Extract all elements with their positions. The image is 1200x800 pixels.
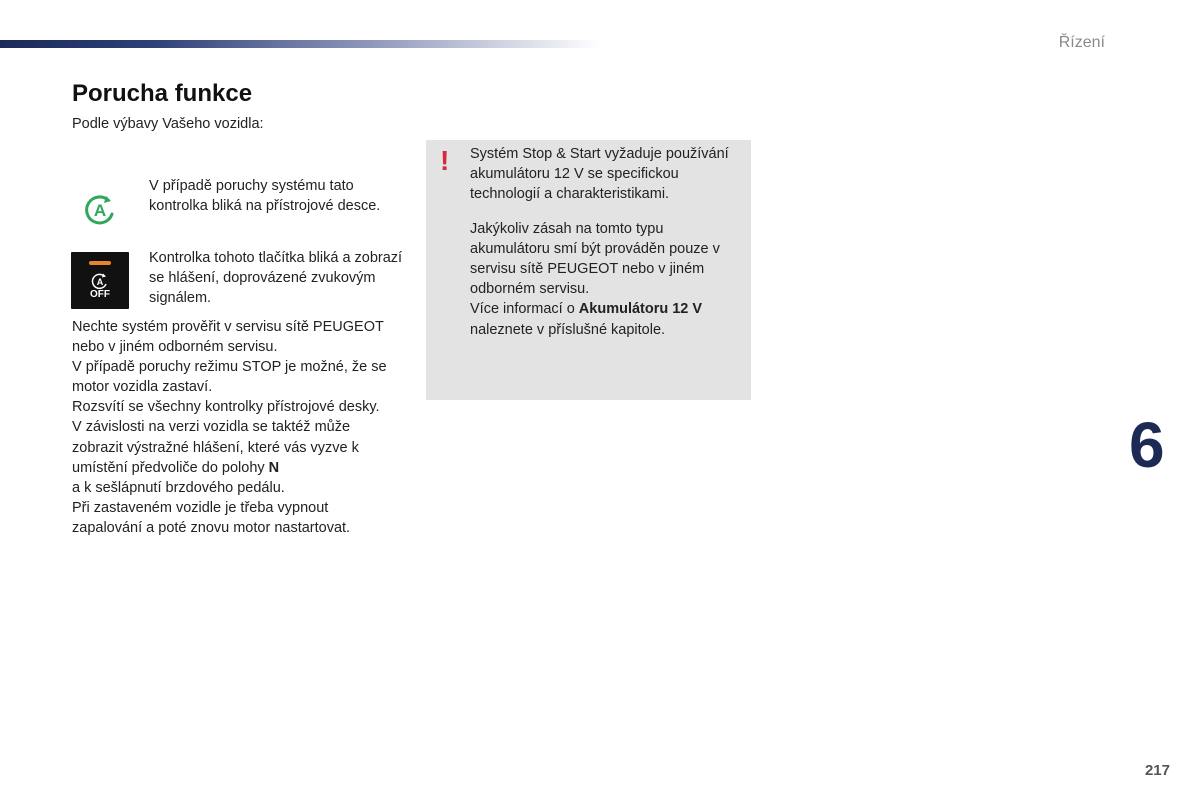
svg-text:A: A <box>93 201 107 220</box>
intro-text: Podle výbavy Vašeho vozidla: <box>72 116 264 132</box>
body-paragraph: Rozsvítí se všechny kontrolky přístrojové desky. <box>72 399 380 416</box>
body-paragraph: a k sešlápnutí brzdového pedálu. <box>72 479 285 496</box>
page-title: Porucha funkce <box>72 80 253 107</box>
chapter-number: 6 <box>1129 409 1165 481</box>
button-led <box>89 261 111 265</box>
body-paragraph: V případě poruchy režimu STOP je možné, že se motor vozidla zastaví. <box>72 359 387 396</box>
warning-paragraph: Jakýkoliv zásah na tomto typu akumulátoru smí být prováděn pouze v servisu sítě PEUGEOT nebo v jiném odborném servisu. <box>470 220 720 298</box>
stop-start-off-button-icon <box>71 252 129 309</box>
warning-paragraph: Systém Stop & Start vyžaduje používání akumulátoru 12 V se specifickou technologií a charakteristikami. <box>470 146 729 203</box>
body-text <box>72 317 402 538</box>
gear-position-n: N <box>268 459 280 476</box>
block-2-text: Kontrolka tohoto tlačítka bliká a zobrazí se hlášení, doprovázené zvukovým signálem. <box>149 250 403 306</box>
stop-start-warning-icon <box>82 192 118 228</box>
exclamation-icon: ! <box>440 145 450 176</box>
svg-text:A: A <box>96 277 104 287</box>
body-paragraph: Nechte systém prověřit v servisu sítě PEUGEOT nebo v jiném odborném servisu. <box>72 319 384 356</box>
battery-reference: Akumulátoru 12 V <box>578 301 703 318</box>
body-paragraph: Při zastaveném vozidle je třeba vypnout zapalování a poté znovu motor nastartovat. <box>72 499 351 536</box>
section-title: Řízení <box>1058 34 1105 51</box>
page-number: 217 <box>1144 762 1170 779</box>
warning-text <box>470 144 745 340</box>
body-paragraph: V závislosti na verzi vozidla se taktéž může zobrazit výstražné hlášení, které vás vyzve k umístění předvoliče do polohy N <box>72 419 359 476</box>
off-label: OFF <box>90 289 110 300</box>
warning-paragraph: Více informací o Akumulátoru 12 V naleznete v příslušné kapitole. <box>470 301 703 338</box>
block-1-text: V případě poruchy systému tato kontrolka bliká na přístrojové desce. <box>149 178 381 214</box>
auto-symbol-icon <box>91 272 109 290</box>
warning-box <box>426 140 751 400</box>
header-gradient-bar <box>0 40 600 48</box>
